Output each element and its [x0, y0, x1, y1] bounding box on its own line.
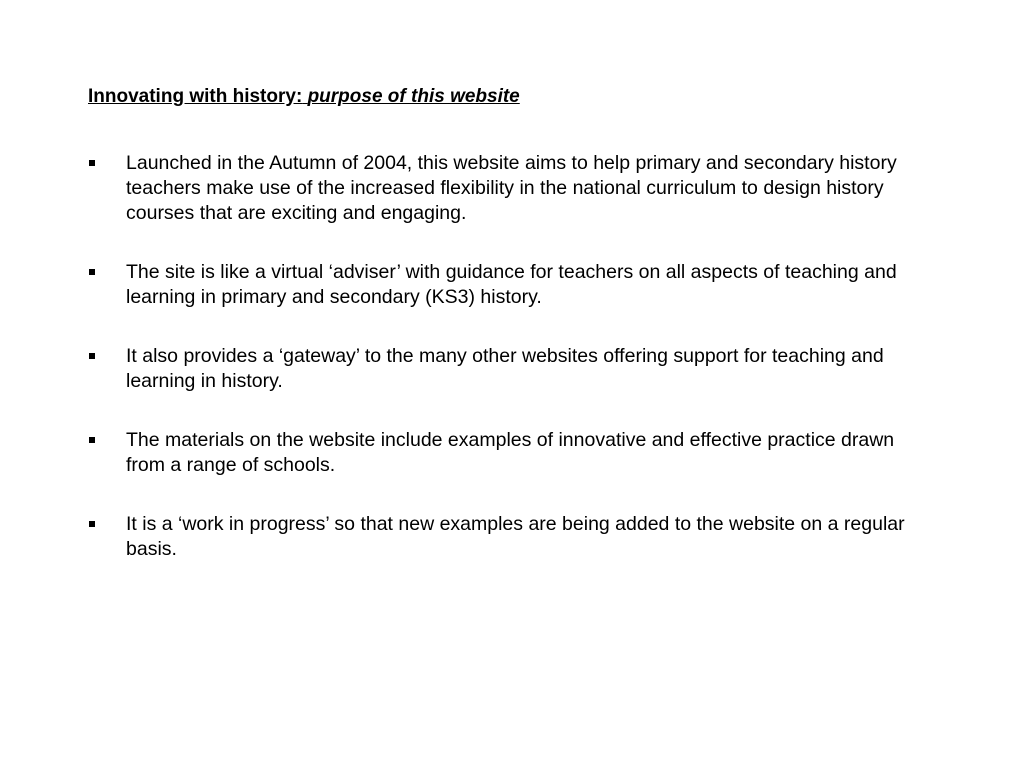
- bullet-item: [88, 151, 938, 226]
- bullet-item: [88, 512, 938, 562]
- title-subtitle: purpose of this website: [307, 86, 520, 107]
- square-bullet-icon: [89, 521, 95, 527]
- bullet-item: [88, 428, 938, 478]
- square-bullet-icon: [89, 353, 95, 359]
- bullet-item: [88, 344, 938, 394]
- bullet-text: The materials on the website include examples of innovative and effective practice drawn from a range of schools.: [126, 429, 895, 476]
- slide-title: [88, 84, 520, 110]
- bullet-text: It also provides a ‘gateway’ to the many other websites offering support for teaching and learning in history.: [126, 345, 884, 392]
- square-bullet-icon: [89, 437, 95, 443]
- square-bullet-icon: [89, 160, 95, 166]
- square-bullet-icon: [89, 269, 95, 275]
- bullet-item: [88, 260, 938, 310]
- bullet-list: [88, 151, 938, 596]
- bullet-text: The site is like a virtual ‘adviser’ with guidance for teachers on all aspects of teaching and learning in primary and secondary (KS3) history.: [126, 261, 897, 308]
- title-main: Innovating with history:: [88, 86, 303, 107]
- bullet-text: Launched in the Autumn of 2004, this website aims to help primary and secondary history teachers make use of the increased flexibility in the national curriculum to design history courses that are exciting and engaging.: [126, 152, 897, 224]
- bullet-text: It is a ‘work in progress’ so that new examples are being added to the website on a regular basis.: [126, 513, 905, 560]
